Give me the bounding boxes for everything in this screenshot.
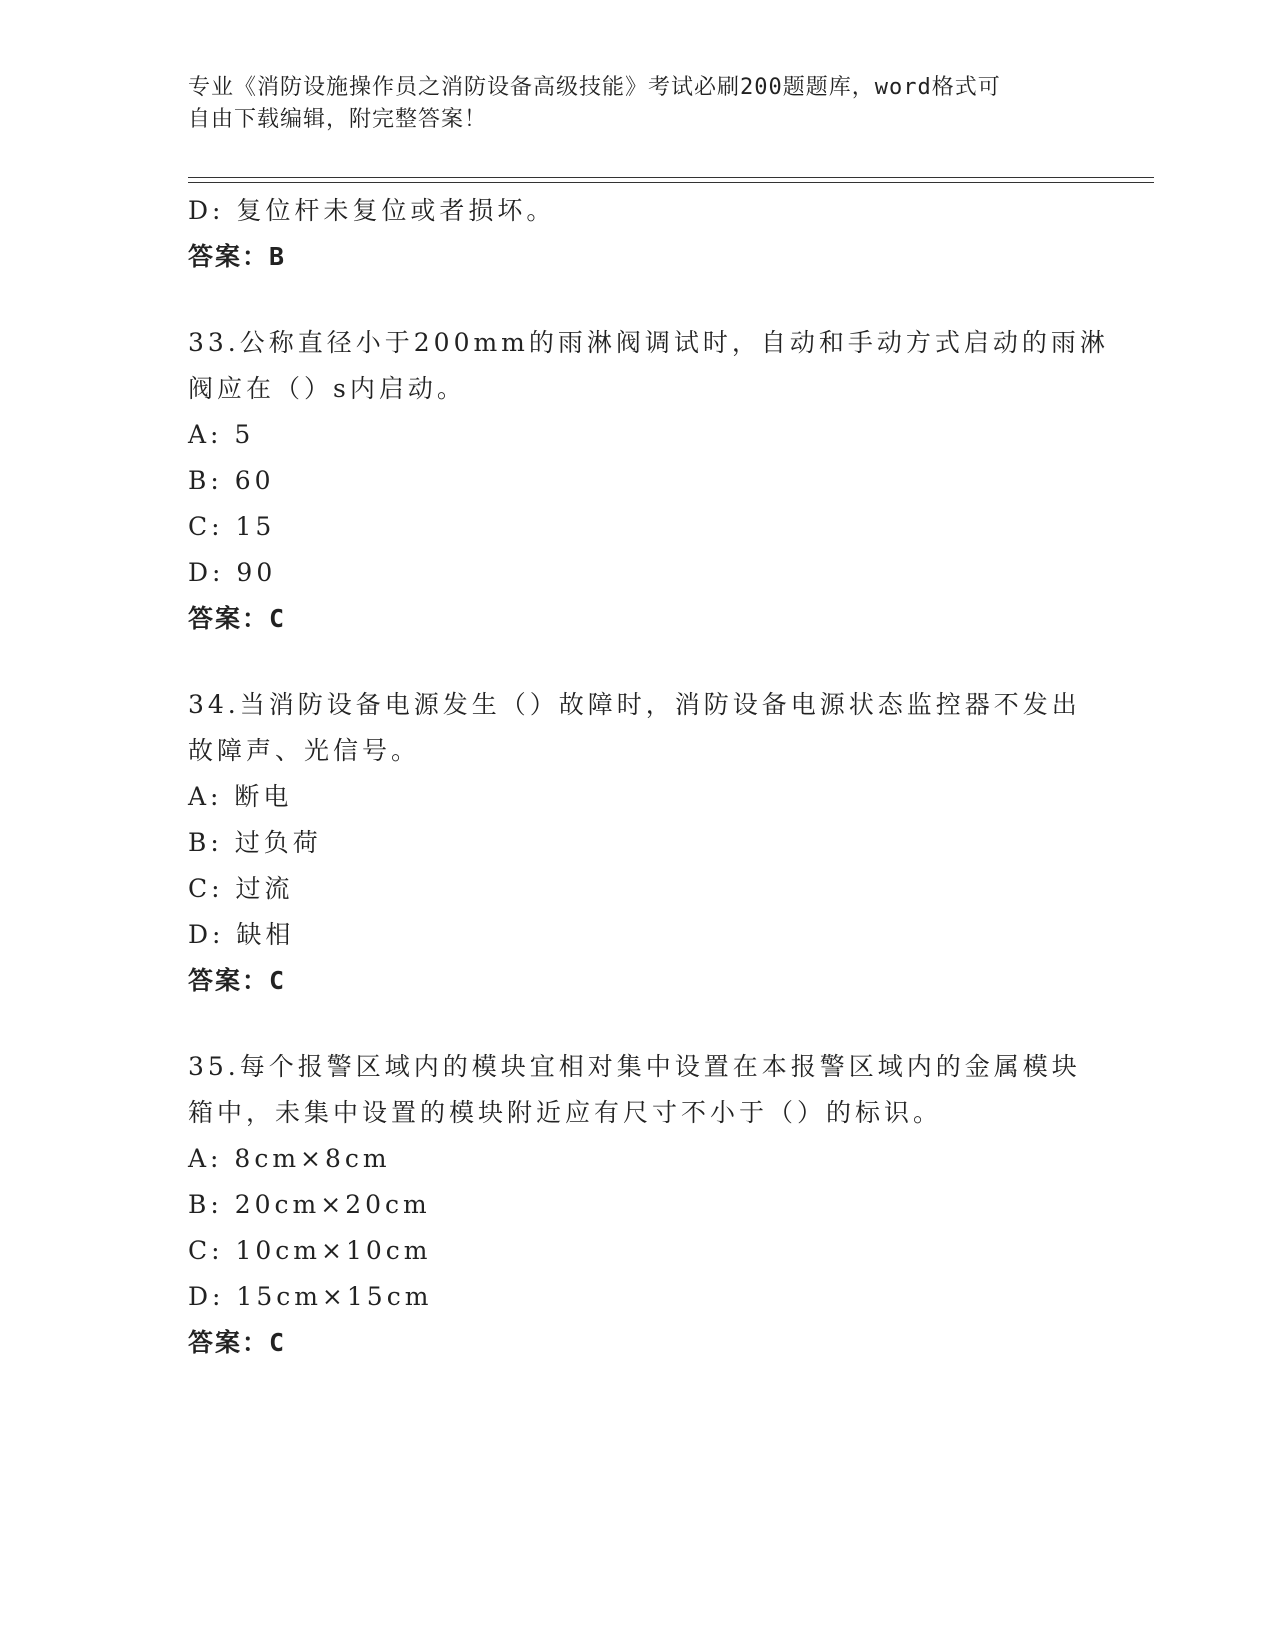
option-a: A: 8cm×8cm [188,1144,391,1173]
question-33 [188,320,1109,642]
question-list [188,188,1109,1366]
option-d: D: 复位杆未复位或者损坏。 [188,196,556,225]
answer-label: 答案：B [188,242,287,271]
spacer [188,280,1088,320]
question-stem-line-2: 阀应在（）s内启动。 [188,374,466,403]
option-d: D: 15cm×15cm [188,1282,433,1311]
option-c: C: 10cm×10cm [188,1236,432,1265]
question-35 [188,1044,1088,1366]
question-stem-line-1: 35.每个报警区域内的模块宜相对集中设置在本报警区域内的金属模块 [188,1052,1081,1081]
answer-label: 答案：C [188,1328,287,1357]
spacer [188,1004,1088,1044]
option-d: D: 90 [188,558,277,587]
question-stem-line-2: 故障声、光信号。 [188,736,421,765]
option-b: B: 过负荷 [188,828,322,857]
question-34 [188,682,1088,1004]
option-c: C: 过流 [188,874,294,903]
answer-label: 答案：C [188,604,287,633]
question-stem-line-1: 34.当消防设备电源发生（）故障时，消防设备电源状态监控器不发出 [188,690,1081,719]
option-b: B: 20cm×20cm [188,1190,431,1219]
spacer [188,642,1088,682]
option-a: A: 5 [188,420,255,449]
answer-label: 答案：C [188,966,287,995]
option-a: A: 断电 [188,782,293,811]
header-title-line-1: 专业《消防设施操作员之消防设备高级技能》考试必刷200题题库，word格式可 [188,75,1001,100]
option-c: C: 15 [188,512,276,541]
option-d: D: 缺相 [188,920,295,949]
question-stem-line-1: 33.公称直径小于200mm的雨淋阀调试时，自动和手动方式启动的雨淋 [188,328,1109,357]
question-stem-line-2: 箱中，未集中设置的模块附近应有尺寸不小于（）的标识。 [188,1098,943,1127]
document-header [188,72,1088,136]
header-divider-bottom [188,182,1154,183]
carryover-block [188,188,1088,280]
option-b: B: 60 [188,466,275,495]
header-divider-top [188,177,1154,178]
header-title-line-2: 自由下载编辑，附完整答案！ [188,107,488,132]
